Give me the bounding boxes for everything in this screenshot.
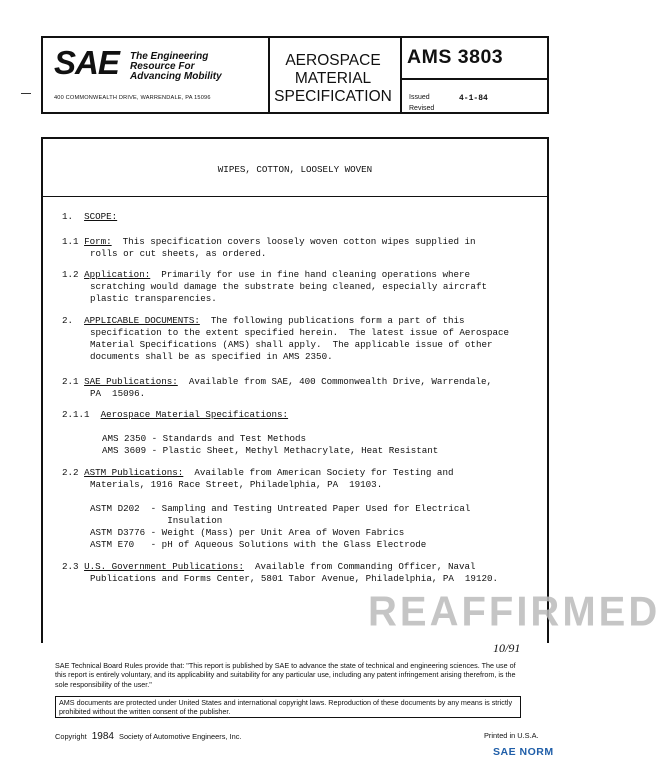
astm-list-item: ASTM E70 - pH of Aqueous Solutions with the Glass Electrode [90,539,427,550]
section-2-3 [62,561,476,573]
doc-type-line: SPECIFICATION [274,88,392,105]
section-heading: Form: [84,236,112,247]
section-number: 1. [62,211,74,222]
tagline-line: Resource For [130,61,195,72]
section-heading: SCOPE: [84,211,118,222]
section-number: 2.3 [62,561,79,572]
doc-type-line: MATERIAL [294,70,372,87]
section-heading: ASTM Publications: [84,467,184,478]
copyright-year: 1984 [91,731,114,742]
section-text: documents shall be as specified in AMS 2350. [90,351,333,362]
section-number: 2.1 [62,376,79,387]
copyright-owner: Society of Automotive Engineers, Inc. [119,732,242,741]
astm-list-item: ASTM D202 - Sampling and Testing Untreated Paper Used for Electrical [90,503,471,514]
tagline-line: The Engineering [130,51,209,62]
issued-label: Issued [409,94,430,101]
doc-number: AMS 3803 [407,46,504,68]
sae-address: 400 COMMONWEALTH DRIVE, WARRENDALE, PA 15096 [54,95,211,101]
section-number: 2.1.1 [62,409,90,420]
section-text: scratching would damage the substrate being cleaned, especially aircraft [90,281,487,292]
section-heading: Aerospace Material Specifications: [100,409,289,420]
tagline-line: Advancing Mobility [130,71,222,82]
section-heading: U.S. Government Publications: [84,561,244,572]
section-2-1 [62,376,492,388]
issue-labels [409,92,434,114]
section-2-2 [62,467,453,479]
section-text: The following publications form a part of this [210,315,465,326]
sae-tagline [130,52,222,82]
copyright-prefix: Copyright [55,732,87,741]
margin-mark [21,93,31,94]
board-rules-notice: SAE Technical Board Rules provide that: "This report is published by SAE to advance the state of technical and engineering sciences. The use of this report is entirely voluntary, and its applicability and suitability for any particular use, including any patent infringement arising therefrom, is the sole responsibility of the user." [55,661,516,689]
ams-list-item: AMS 3609 - Plastic Sheet, Methyl Methacrylate, Heat Resistant [102,445,439,456]
section-number: 1.1 [62,236,79,247]
section-1-1 [62,236,476,248]
section-1-2 [62,269,470,281]
section-number: 2.2 [62,467,79,478]
astm-list-item: ASTM D3776 - Weight (Mass) per Unit Area of Woven Fabrics [90,527,405,538]
copyright-notice: AMS documents are protected under United States and international copyright laws. Reproduction of these documents by any means is strictly prohibited without the written consent of the publisher. [55,696,521,718]
section-text: Primarily for use in fine hand cleaning operations where [161,269,471,280]
doc-type-line: AEROSPACE [285,52,381,69]
section-text: Material Specifications (AMS) shall apply. The applicable issue of other [90,339,493,350]
section-text: This specification covers loosely woven cotton wipes supplied in [122,236,476,247]
section-2 [62,315,465,327]
sae-norm-logo [493,742,554,758]
copyright-line [55,731,241,742]
title-divider [41,196,549,197]
section-heading: APPLICABLE DOCUMENTS: [84,315,200,326]
astm-list-item: Insulation [90,515,223,526]
section-text: Materials, 1916 Race Street, Philadelphia, PA 19103. [90,479,383,490]
header-divider [402,78,549,80]
header-divider [400,38,402,112]
revised-label: Revised [409,105,435,112]
sae-norm-text: SAE NORM [493,746,554,758]
section-heading: SAE Publications: [84,376,178,387]
section-1 [62,211,117,223]
section-text: Available from American Society for Testing and [194,467,454,478]
section-text: Available from Commanding Officer, Naval [254,561,476,572]
section-text: PA 15096. [90,388,146,399]
section-2-1-1 [62,409,288,421]
section-text: Available from SAE, 400 Commonwealth Drive, Warrendale, [188,376,493,387]
doc-type [267,52,399,106]
doc-title: WIPES, COTTON, LOOSELY WOVEN [217,164,373,175]
section-text: plastic transparencies. [90,293,217,304]
printed-in: Printed in U.S.A. [484,731,539,740]
ams-list-item: AMS 2350 - Standards and Test Methods [102,433,306,444]
handwritten-initials: 10/91 [493,641,521,655]
section-heading: Application: [84,269,151,280]
section-text: specification to the extent specified herein. The latest issue of Aerospace [90,327,510,338]
section-number: 1.2 [62,269,79,280]
section-text: rolls or cut sheets, as ordered. [90,248,267,259]
sae-logo: SAE [54,44,119,81]
section-number: 2. [62,315,74,326]
reaffirmed-stamp: REAFFIRMED [368,588,660,636]
issued-date: 4-1-84 [459,94,488,103]
section-text: Publications and Forms Center, 5801 Tabor Avenue, Philadelphia, PA 19120. [90,573,498,584]
